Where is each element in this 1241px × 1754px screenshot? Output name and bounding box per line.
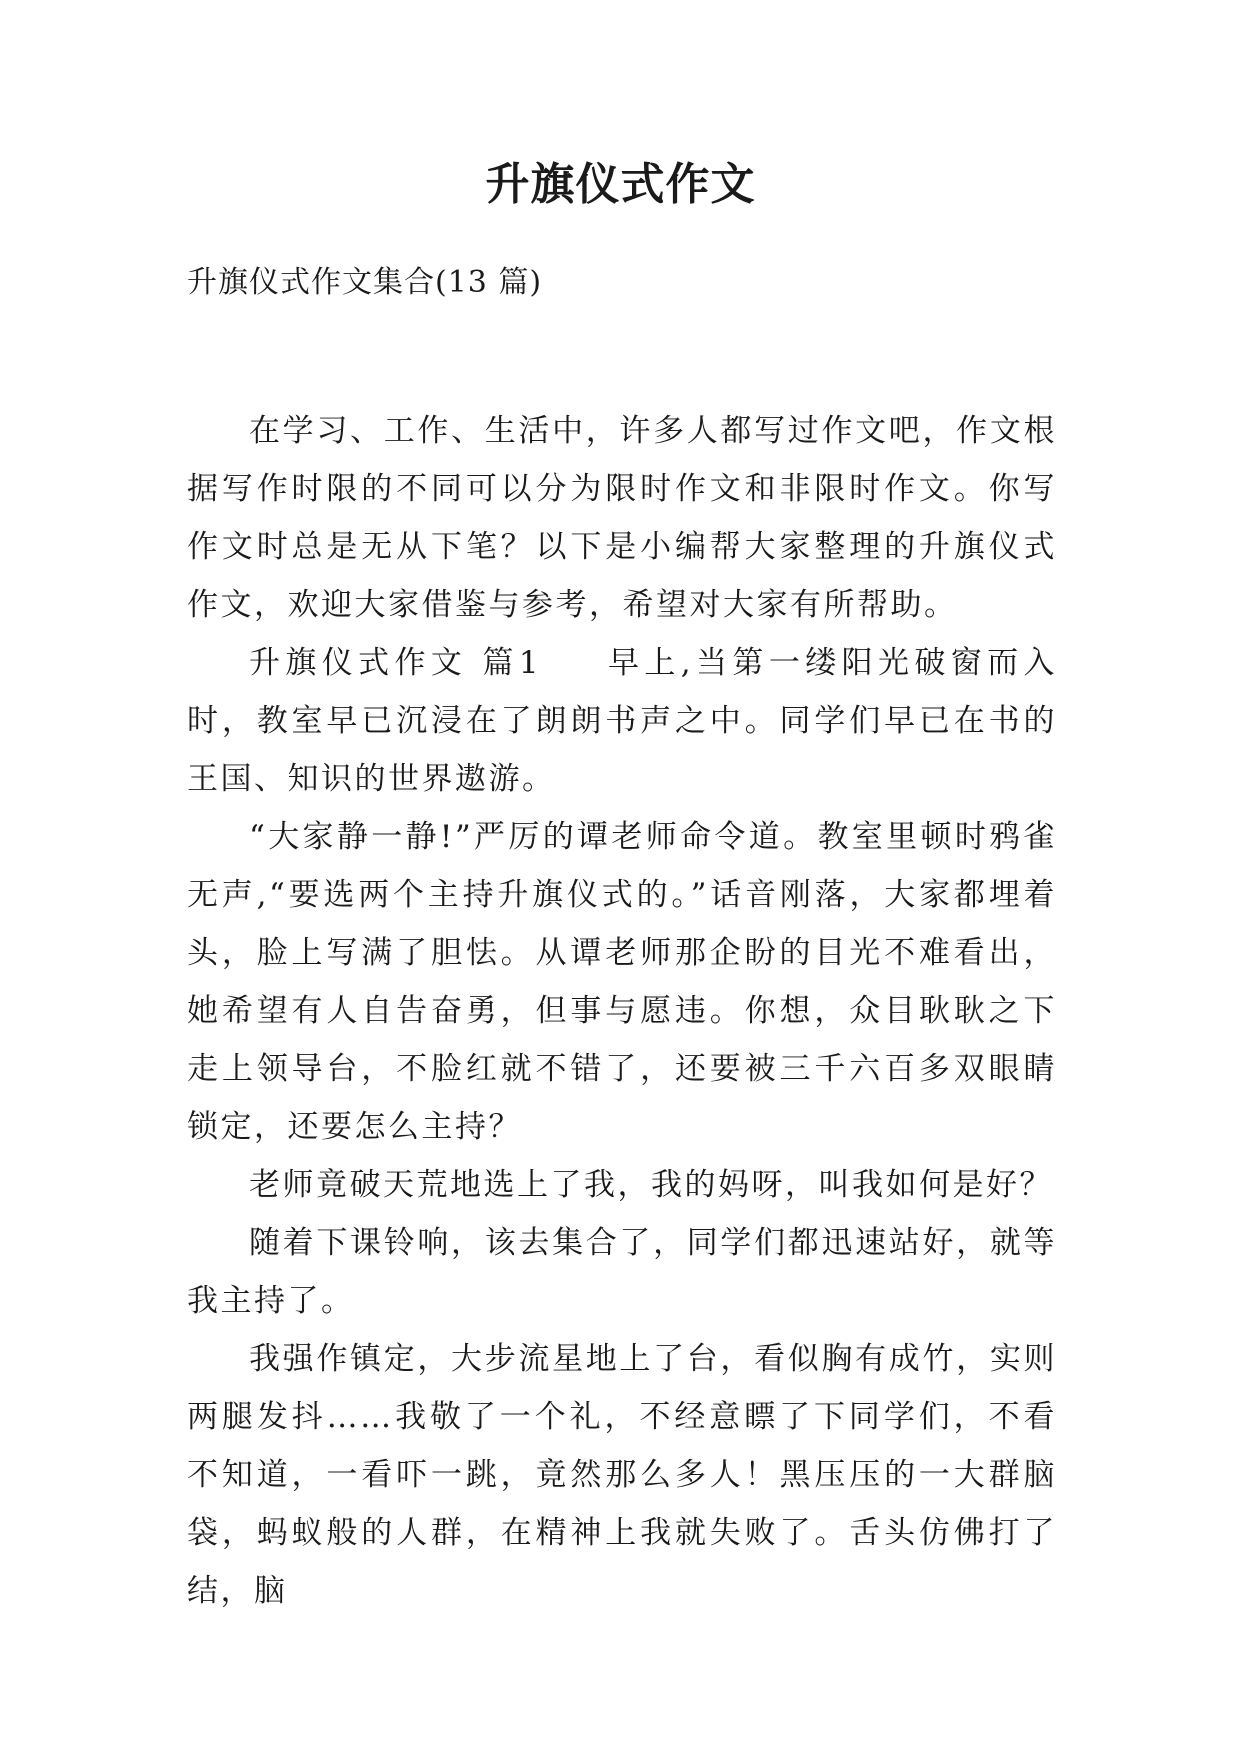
body-paragraph: 我强作镇定，大步流星地上了台，看似胸有成竹，实则两腿发抖……我敬了一个礼，不经意瞟了下同学们，不看不知道，一看吓一跳，竟然那么多人！黑压压的一大群脑袋，蚂蚁般的人群，在精神上我就失败了。舌头仿佛打了结，脑: [187, 1341, 1057, 1609]
document-body: [187, 402, 1057, 1620]
body-paragraph: 老师竟破天荒地选上了我，我的妈呀，叫我如何是好？: [249, 1167, 1053, 1203]
section-text: 早上,当第一缕阳光破窗而入时，教室早已沉浸在了朗朗书声之中。同学们早已在书的王国、知识的世界遨游。: [187, 645, 1058, 797]
body-paragraph: “大家静一静!”严厉的谭老师命令道。教室里顿时鸦雀无声,“要选两个主持升旗仪式的。”话音刚落，大家都埋着头，脸上写满了胆怯。从谭老师那企盼的目光不难看出，她希望有人自告奋勇，但事与愿违。你想，众目耿耿之下走上领导台，不脸红就不错了，还要被三千六百多双眼睛锁定，还要怎么主持？: [187, 819, 1057, 1145]
body-paragraph: 随着下课铃响，该去集合了，同学们都迅速站好，就等我主持了。: [187, 1225, 1057, 1319]
document-title: 升旗仪式作文: [485, 159, 756, 210]
section-heading: 升旗仪式作文 篇1: [249, 645, 542, 681]
section-paragraph: [187, 634, 1057, 808]
document-subtitle: 升旗仪式作文集合(13 篇): [187, 265, 543, 300]
intro-paragraph: 在学习、工作、生活中，许多人都写过作文吧，作文根据写作时限的不同可以分为限时作文和非限时作文。你写作文时总是无从下笔？以下是小编帮大家整理的升旗仪式作文，欢迎大家借鉴与参考，希望对大家有所帮助。: [187, 413, 1057, 623]
